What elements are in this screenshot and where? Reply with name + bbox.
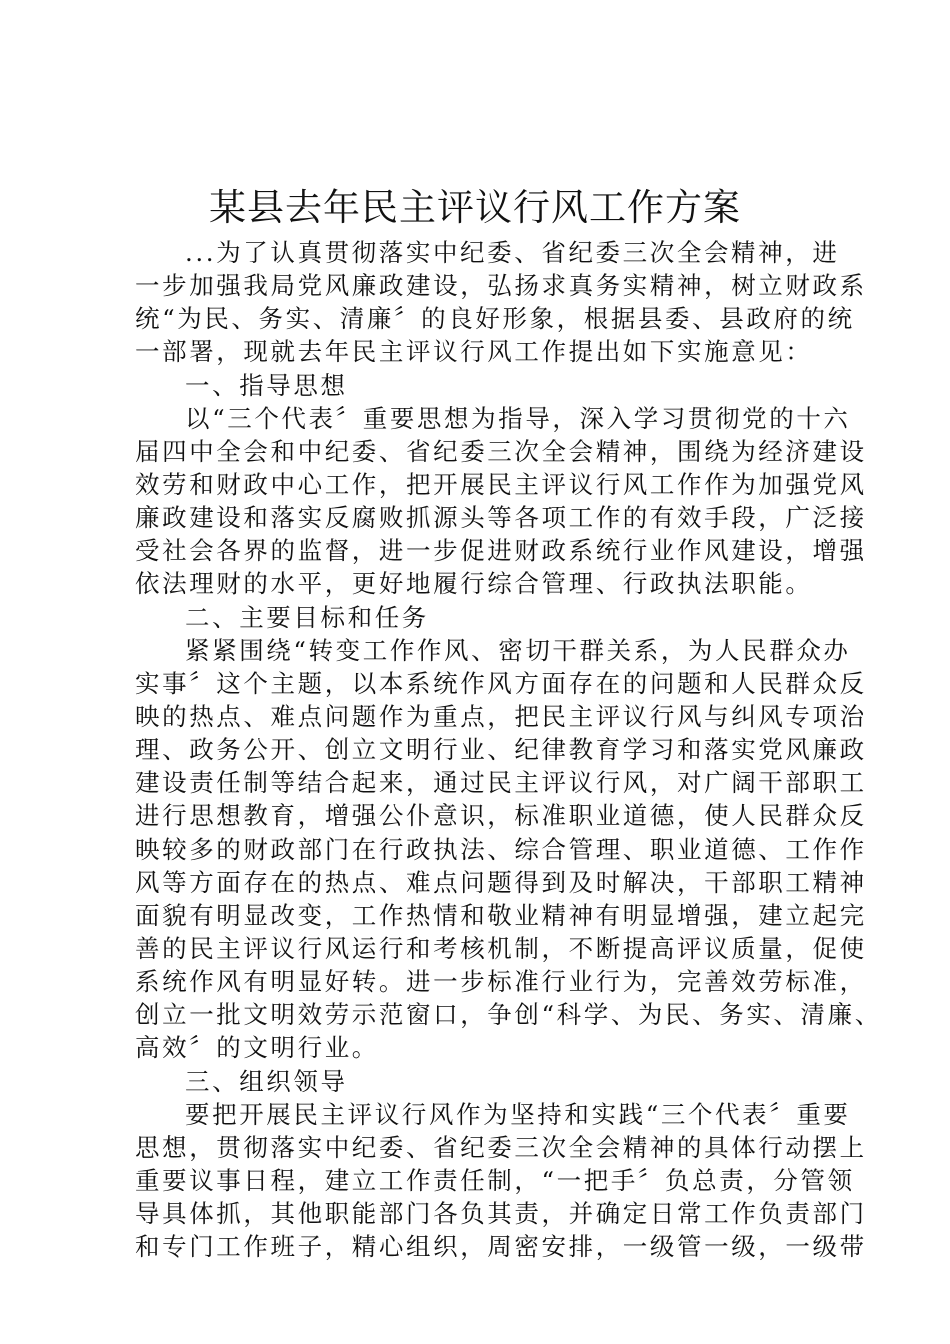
- text-line: 效劳和财政中心工作，把开展民主评议行风工作作为加强党风: [135, 469, 867, 499]
- text-line: 映的热点、难点问题作为重点，把民主评议行风与纠风专项治: [135, 701, 867, 731]
- document-body: [135, 236, 882, 1263]
- text-line: 和专门工作班子，精心组织，周密安排，一级管一级，一级带: [135, 1232, 867, 1262]
- text-line: 系统作风有明显好转。进一步标准行业行为，完善效劳标准，: [135, 967, 867, 997]
- text-line: 三、组织领导: [185, 1066, 348, 1096]
- text-line: 风等方面存在的热点、难点问题得到及时解决，干部职工精神: [135, 867, 867, 897]
- text-line: 以“三个代表〞重要思想为指导，深入学习贯彻党的十六: [185, 403, 851, 433]
- text-line: 依法理财的水平，更好地履行综合管理、行政执法职能。: [135, 569, 813, 599]
- text-line: 一部署，现就去年民主评议行风工作提出如下实施意见：: [135, 337, 813, 367]
- text-line: 统“为民、务实、清廉〞的良好形象，根据县委、县政府的统: [135, 304, 855, 334]
- text-line: 建设责任制等结合起来，通过民主评议行风，对广阔干部职工: [135, 768, 867, 798]
- text-line: 导具体抓，其他职能部门各负其责，并确定日常工作负责部门: [135, 1199, 867, 1229]
- text-line: 实事〞这个主题，以本系统作风方面存在的问题和人民群众反: [135, 668, 867, 698]
- text-line: 要把开展民主评议行风作为坚持和实践“三个代表〞重要: [185, 1099, 851, 1129]
- text-line: 创立一批文明效劳示范窗口，争创“科学、为民、务实、清廉、: [135, 1000, 882, 1030]
- text-line: 思想，贯彻落实中纪委、省纪委三次全会精神的具体行动摆上: [135, 1132, 867, 1162]
- text-line: 紧紧围绕“转变工作作风、密切干群关系，为人民群众办: [185, 635, 851, 665]
- text-line: 重要议事日程，建立工作责任制，“一把手〞负总责，分管领: [135, 1165, 855, 1195]
- document-title: 某县去年民主评议行风工作方案: [209, 186, 741, 229]
- text-line: 一步加强我局党风廉政建设，弘扬求真务实精神，树立财政系: [135, 271, 867, 301]
- text-line: 受社会各界的监督，进一步促进财政系统行业作风建设，增强: [135, 536, 867, 566]
- text-line: 进行思想教育，增强公仆意识，标准职业道德，使人民群众反: [135, 801, 867, 831]
- text-line: 面貌有明显改变，工作热情和敬业精神有明显增强，建立起完: [135, 900, 867, 930]
- text-line: 一、指导思想: [185, 370, 348, 400]
- text-line: ...为了认真贯彻落实中纪委、省纪委三次全会精神，进: [185, 238, 840, 267]
- text-line: 映较多的财政部门在行政执法、综合管理、职业道德、工作作: [135, 834, 867, 864]
- text-line: 廉政建设和落实反腐败抓源头等各项工作的有效手段，广泛接: [135, 503, 867, 533]
- text-line: 善的民主评议行风运行和考核机制，不断提高评议质量，促使: [135, 933, 867, 963]
- text-line: 二、主要目标和任务: [185, 602, 429, 632]
- text-line: 届四中全会和中纪委、省纪委三次全会精神，围绕为经济建设: [135, 436, 867, 466]
- text-line: 理、政务公开、创立文明行业、纪律教育学习和落实党风廉政: [135, 735, 867, 765]
- text-line: 高效〞的文明行业。: [135, 1033, 379, 1063]
